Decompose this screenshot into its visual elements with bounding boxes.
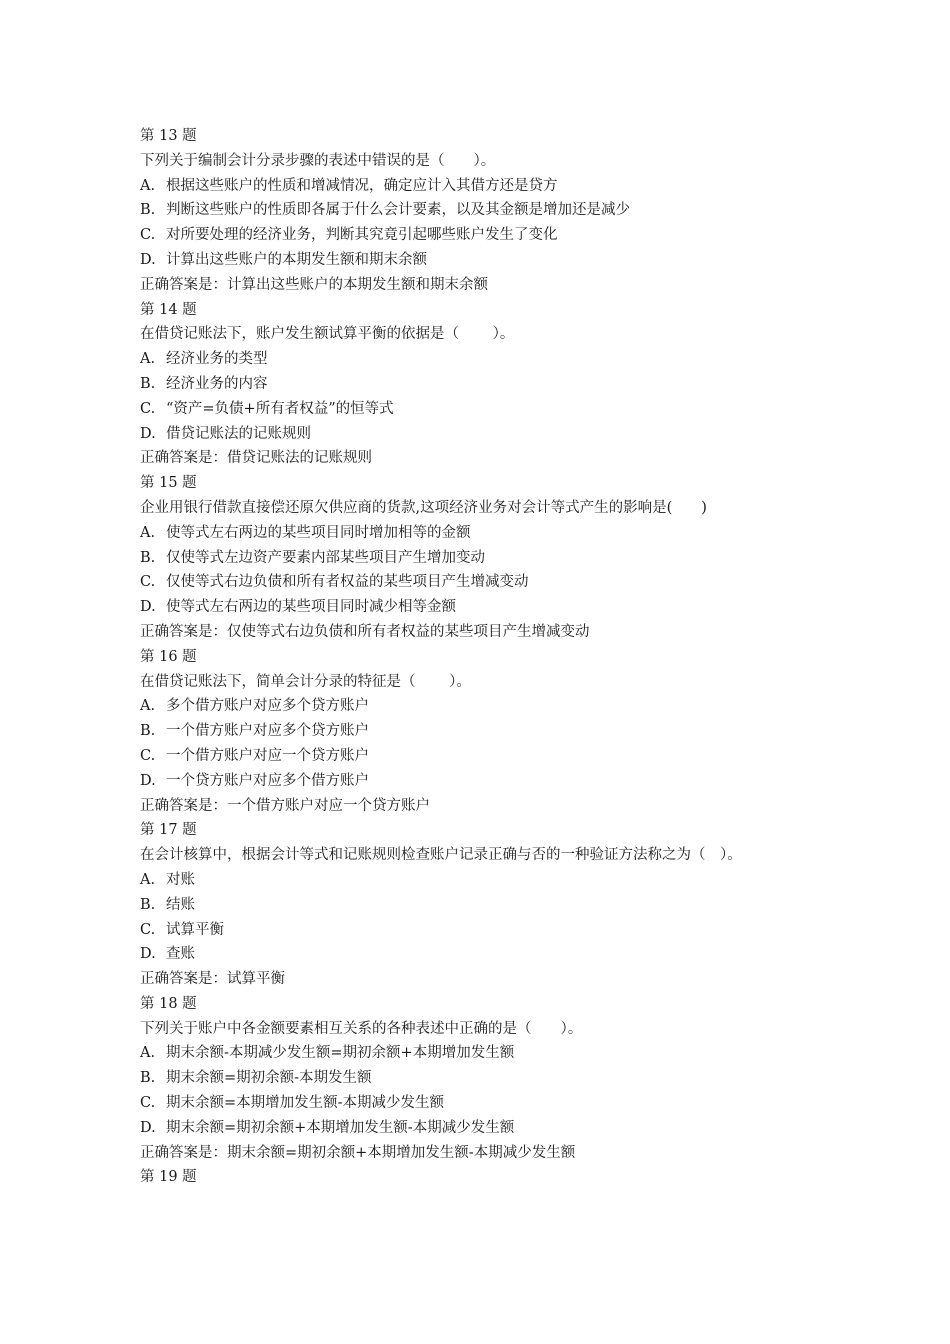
option-text: 一个借方账户对应多个贷方账户 — [166, 723, 369, 740]
option-b — [140, 372, 830, 397]
option-text: 期末余额=本期增加发生额-本期减少发生额 — [166, 1095, 445, 1112]
option-c — [140, 1091, 830, 1116]
option-text: 仅使等式右边负债和所有者权益的某些项目产生增减变动 — [166, 574, 529, 591]
option-b — [140, 893, 830, 918]
question-14 — [140, 298, 830, 472]
option-d — [140, 595, 830, 620]
option-text: 计算出这些账户的本期发生额和期末余额 — [166, 251, 427, 268]
option-letter: A. — [140, 1045, 156, 1062]
option-text: 使等式左右两边的某些项目同时增加相等的金额 — [166, 524, 471, 541]
document-page — [140, 124, 830, 1190]
question-stem: 下列关于编制会计分录步骤的表述中错误的是（ ）。 — [140, 152, 496, 169]
option-letter: B. — [140, 1070, 156, 1087]
option-letter: C. — [140, 921, 156, 938]
option-text: 期末余额-本期减少发生额=期初余额+本期增加发生额 — [166, 1045, 515, 1062]
correct-answer: 正确答案是：试算平衡 — [140, 971, 285, 988]
option-b — [140, 1066, 830, 1091]
option-text: 判断这些账户的性质即各属于什么会计要素，以及其金额是增加还是减少 — [166, 202, 630, 219]
option-letter: B. — [140, 375, 156, 392]
question-stem: 下列关于账户中各金额要素相互关系的各种表述中正确的是（ ）。 — [140, 1020, 583, 1037]
option-b — [140, 719, 830, 744]
question-17 — [140, 818, 830, 992]
option-text: 经济业务的类型 — [166, 351, 268, 368]
option-text: 仅使等式左边资产要素内部某些项目产生增加变动 — [166, 549, 485, 566]
option-text: 使等式左右两边的某些项目同时减少相等金额 — [166, 599, 456, 616]
option-text: 借贷记账法的记账规则 — [166, 425, 311, 442]
question-stem: 在会计核算中，根据会计等式和记账规则检查账户记录正确与否的一种验证方法称之为（ ）。 — [140, 847, 742, 864]
correct-answer: 正确答案是：一个借方账户对应一个贷方账户 — [140, 797, 430, 814]
option-a — [140, 174, 830, 199]
correct-answer: 正确答案是：借贷记账法的记账规则 — [140, 450, 372, 467]
option-b — [140, 546, 830, 571]
option-letter: A. — [140, 524, 156, 541]
option-letter: B. — [140, 723, 156, 740]
option-letter: A. — [140, 871, 156, 888]
option-letter: C. — [140, 1095, 156, 1112]
question-heading: 第 17 题 — [140, 822, 197, 839]
question-13 — [140, 124, 830, 298]
question-heading-19: 第 19 题 — [140, 1169, 197, 1186]
option-b — [140, 198, 830, 223]
option-text: “资产=负债+所有者权益”的恒等式 — [166, 400, 394, 417]
option-text: 对所要处理的经济业务，判断其究竟引起哪些账户发生了变化 — [166, 227, 558, 244]
option-a — [140, 694, 830, 719]
option-letter: D. — [140, 599, 156, 616]
option-letter: D. — [140, 251, 156, 268]
option-text: 结账 — [166, 896, 195, 913]
option-text: 一个贷方账户对应多个借方账户 — [166, 772, 369, 789]
option-text: 根据这些账户的性质和增减情况，确定应计入其借方还是贷方 — [166, 177, 558, 194]
question-heading: 第 18 题 — [140, 995, 197, 1012]
question-stem: 企业用银行借款直接偿还原欠供应商的货款,这项经济业务对会计等式产生的影响是( ) — [140, 499, 707, 516]
option-letter: C. — [140, 574, 156, 591]
question-stem: 在借贷记账法下，简单会计分录的特征是（ ）。 — [140, 673, 471, 690]
option-letter: D. — [140, 425, 156, 442]
option-text: 一个借方账户对应一个贷方账户 — [166, 747, 369, 764]
option-d — [140, 248, 830, 273]
option-letter: B. — [140, 202, 156, 219]
option-letter: B. — [140, 549, 156, 566]
option-text: 经济业务的内容 — [166, 375, 268, 392]
question-heading: 第 15 题 — [140, 475, 197, 492]
option-d — [140, 769, 830, 794]
option-letter: D. — [140, 1119, 156, 1136]
correct-answer: 正确答案是：期末余额=期初余额+本期增加发生额-本期减少发生额 — [140, 1144, 576, 1161]
option-letter: C. — [140, 747, 156, 764]
option-c — [140, 223, 830, 248]
option-c — [140, 744, 830, 769]
correct-answer: 正确答案是：计算出这些账户的本期发生额和期末余额 — [140, 276, 488, 293]
option-letter: A. — [140, 698, 156, 715]
question-stem: 在借贷记账法下，账户发生额试算平衡的依据是（ ）。 — [140, 326, 515, 343]
option-text: 对账 — [166, 871, 195, 888]
question-18 — [140, 992, 830, 1166]
question-16 — [140, 645, 830, 819]
option-a — [140, 347, 830, 372]
question-15 — [140, 471, 830, 645]
option-a — [140, 521, 830, 546]
option-d — [140, 422, 830, 447]
option-letter: A. — [140, 177, 156, 194]
option-text: 查账 — [166, 946, 195, 963]
option-a — [140, 868, 830, 893]
option-c — [140, 570, 830, 595]
option-letter: D. — [140, 946, 156, 963]
option-letter: C. — [140, 227, 156, 244]
question-heading: 第 14 题 — [140, 301, 197, 318]
option-letter: C. — [140, 400, 156, 417]
option-a — [140, 1041, 830, 1066]
option-text: 多个借方账户对应多个贷方账户 — [166, 698, 369, 715]
option-text: 期末余额=期初余额+本期增加发生额-本期减少发生额 — [166, 1119, 515, 1136]
option-c — [140, 918, 830, 943]
option-d — [140, 942, 830, 967]
option-d — [140, 1116, 830, 1141]
option-letter: D. — [140, 772, 156, 789]
question-heading: 第 13 题 — [140, 128, 197, 144]
option-text: 试算平衡 — [166, 921, 224, 938]
correct-answer: 正确答案是：仅使等式右边负债和所有者权益的某些项目产生增减变动 — [140, 623, 590, 640]
option-text: 期末余额=期初余额-本期发生额 — [166, 1070, 372, 1087]
option-c — [140, 397, 830, 422]
option-letter: B. — [140, 896, 156, 913]
option-letter: A. — [140, 351, 156, 368]
question-heading: 第 16 题 — [140, 648, 197, 665]
